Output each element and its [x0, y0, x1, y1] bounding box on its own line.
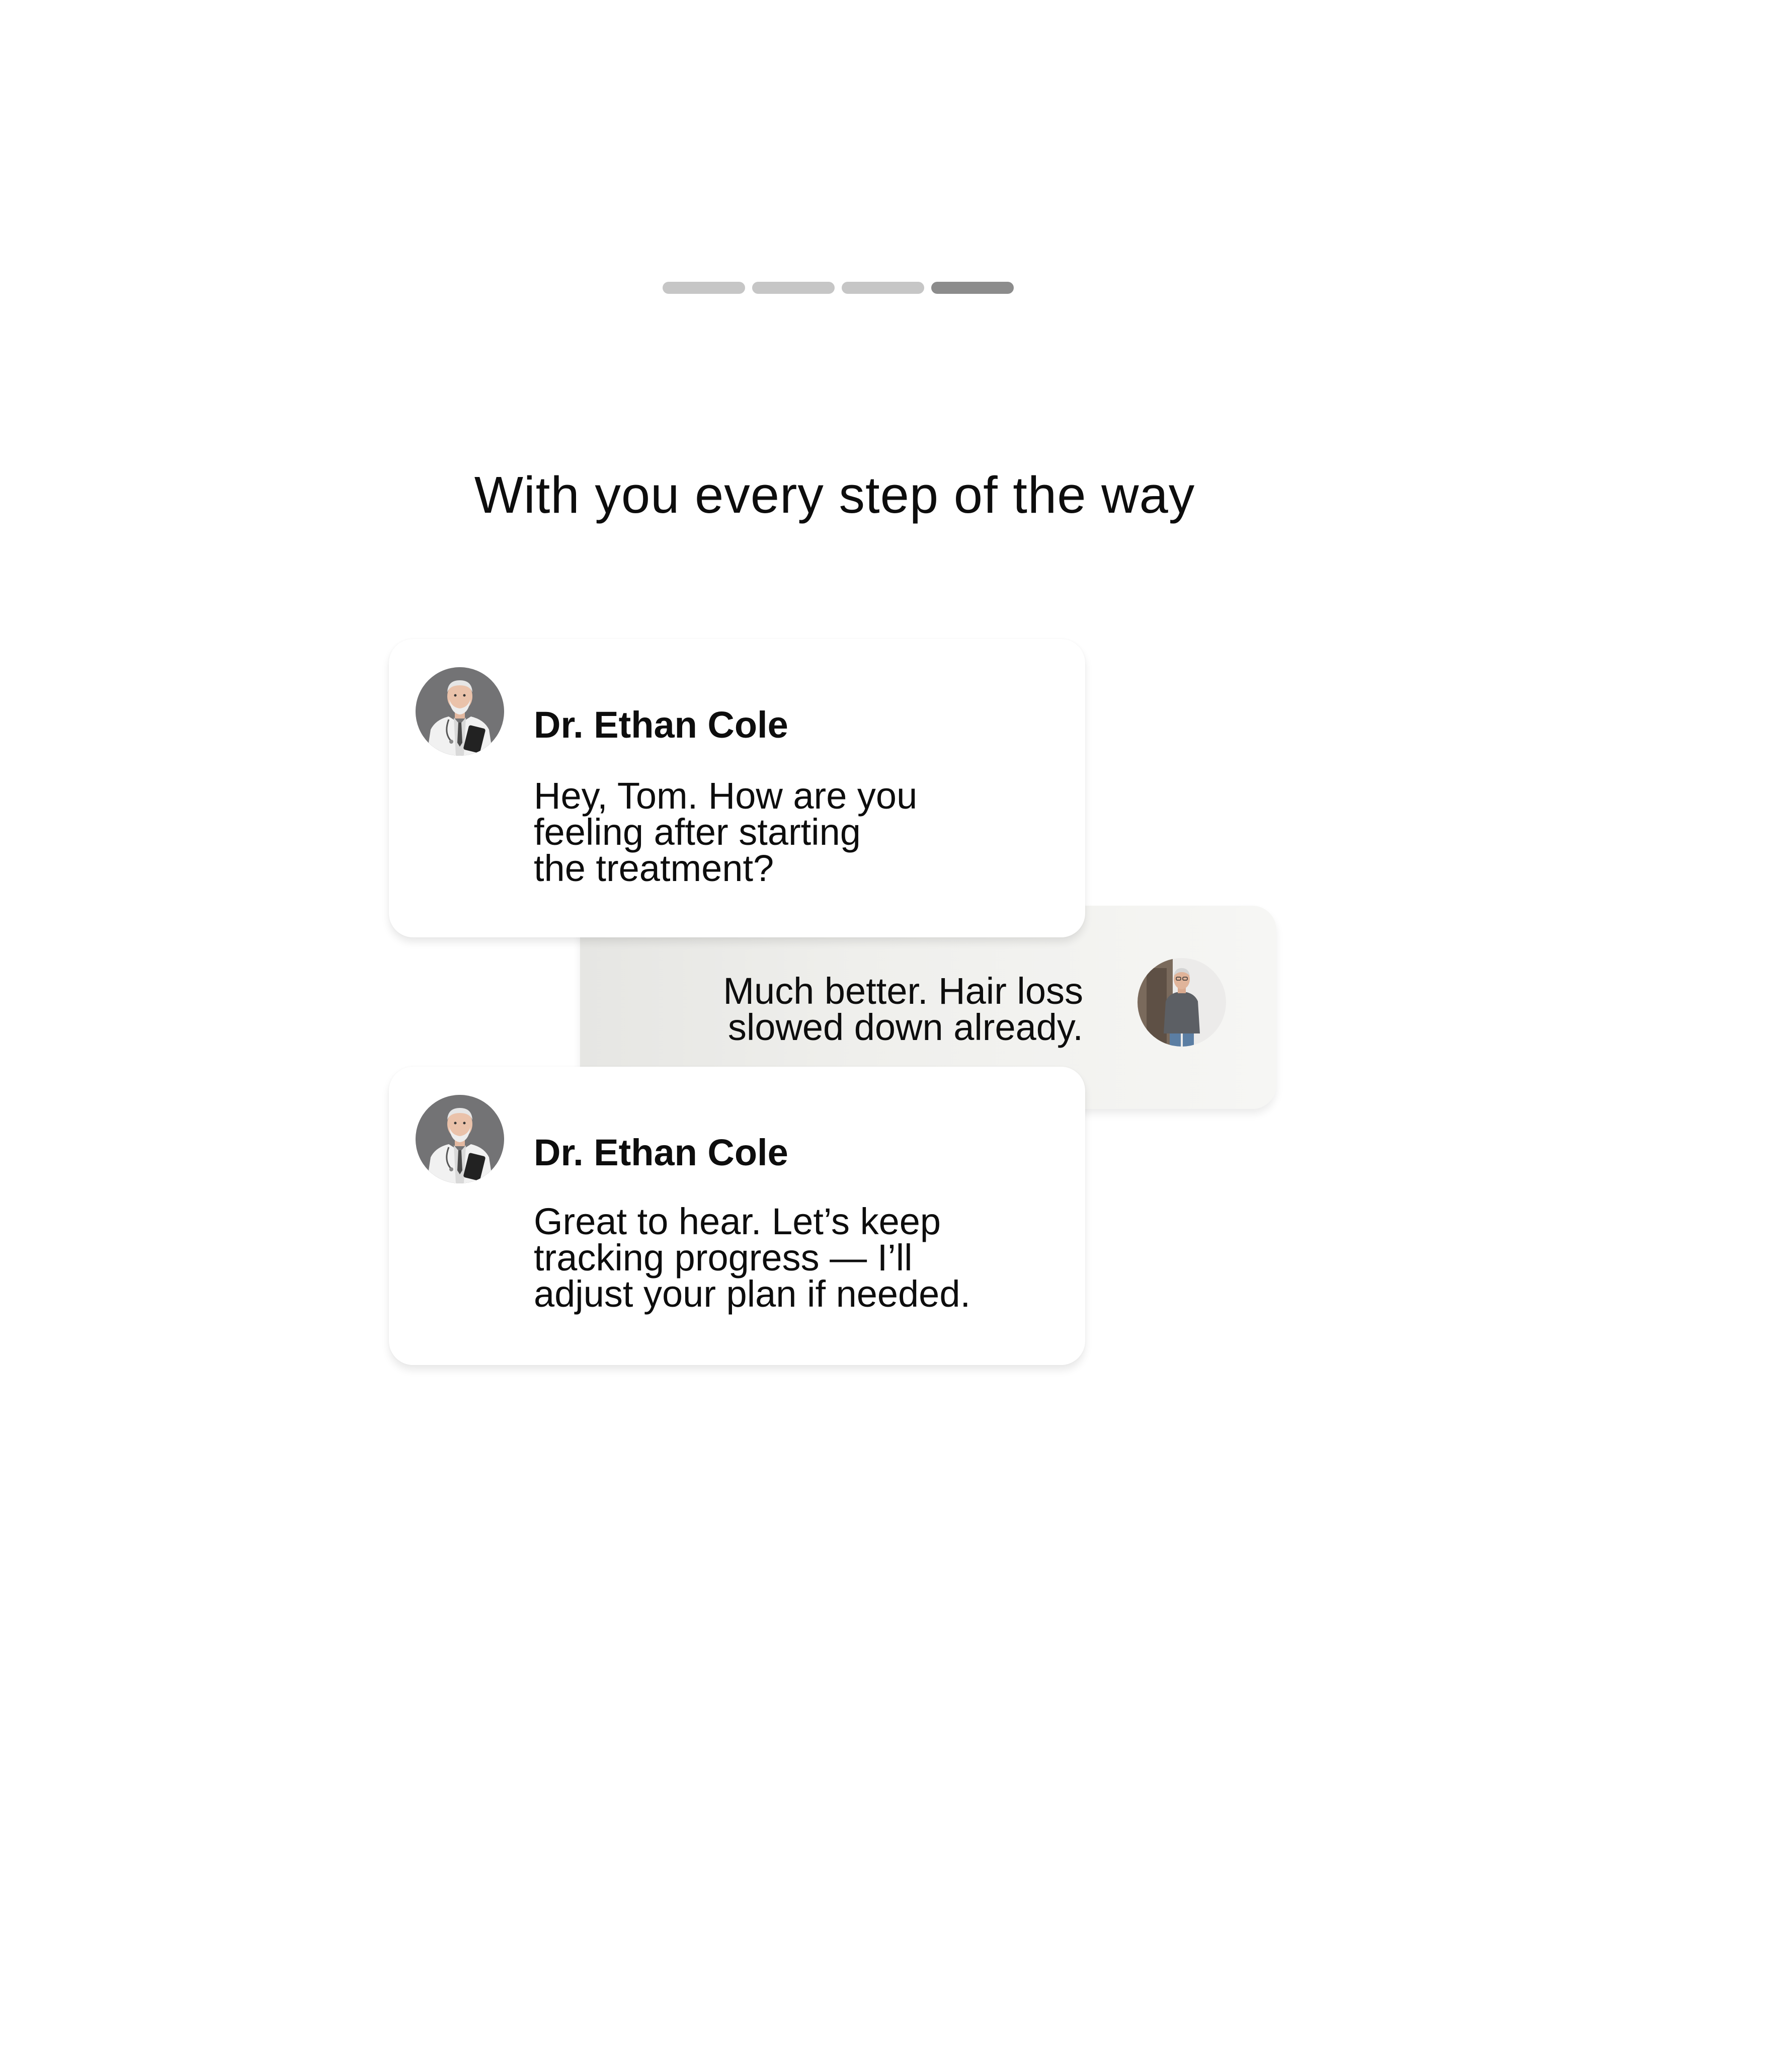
- progress-step-3: [842, 282, 924, 294]
- message-text: Hey, Tom. How are you feeling after starting the treatment?: [534, 775, 918, 889]
- doctor-message-card: [389, 1067, 1085, 1365]
- doctor-message-card: [389, 639, 1085, 937]
- progress-step-2: [752, 282, 835, 294]
- progress-indicator: [663, 282, 1014, 294]
- message-text: Much better. Hair loss slowed down already.: [723, 970, 1083, 1048]
- message-text: Great to hear. Let’s keep tracking progress — I’ll adjust your plan if needed.: [534, 1201, 971, 1315]
- page-title: With you every step of the way: [474, 466, 1195, 524]
- doctor-name: Dr. Ethan Cole: [534, 704, 788, 746]
- doctor-name: Dr. Ethan Cole: [534, 1132, 788, 1173]
- progress-step-4-active: [931, 282, 1014, 294]
- patient-avatar-icon: [1138, 958, 1226, 1047]
- doctor-avatar-icon: [416, 667, 504, 756]
- progress-step-1: [663, 282, 745, 294]
- doctor-avatar-icon: [416, 1095, 504, 1183]
